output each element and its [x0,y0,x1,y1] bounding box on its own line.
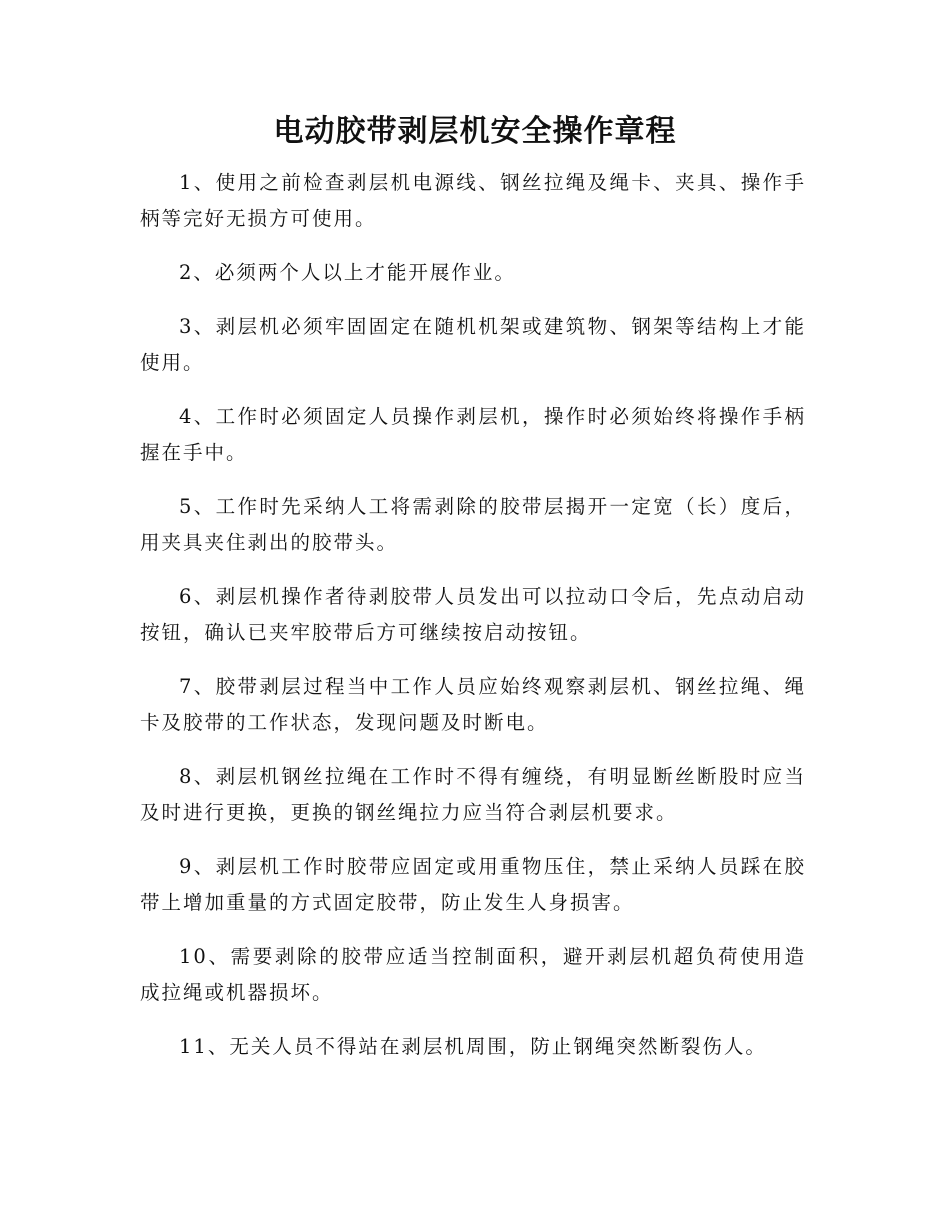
rule-item-3: 3、剥层机必须牢固固定在随机机架或建筑物、钢架等结构上才能使用。 [140,315,806,374]
rule-item-11: 11、无关人员不得站在剥层机周围，防止钢绳突然断裂伤人。 [179,1035,767,1058]
rule-item-1: 1、使用之前检查剥层机电源线、钢丝拉绳及绳卡、夹具、操作手柄等完好无损方可使用。 [140,171,806,230]
rule-item-5: 5、工作时先采纳人工将需剥除的胶带层揭开一定宽（长）度后，用夹具夹住剥出的胶带头。 [140,495,806,554]
rule-item-9: 9、剥层机工作时胶带应固定或用重物压住，禁止采纳人员踩在胶带上增加重量的方式固定胶带，防止发生人身损害。 [140,855,806,914]
rules-list [140,165,806,1083]
rule-item-2: 2、必须两个人以上才能开展作业。 [179,261,516,284]
rule-item-7: 7、胶带剥层过程当中工作人员应始终观察剥层机、钢丝拉绳、绳卡及胶带的工作状态，发现问题及时断电。 [140,675,806,734]
rule-item-6: 6、剥层机操作者待剥胶带人员发出可以拉动口令后，先点动启动按钮，确认已夹牢胶带后方可继续按启动按钮。 [140,585,806,644]
document-title: 电动胶带剥层机安全操作章程 [273,114,677,149]
rule-item-10: 10、需要剥除的胶带应适当控制面积，避开剥层机超负荷使用造成拉绳或机器损坏。 [140,945,806,1004]
rule-item-8: 8、剥层机钢丝拉绳在工作时不得有缠绕，有明显断丝断股时应当及时进行更换，更换的钢丝绳拉力应当符合剥层机要求。 [140,765,806,824]
rule-item-4: 4、工作时必须固定人员操作剥层机，操作时必须始终将操作手柄握在手中。 [140,405,806,464]
